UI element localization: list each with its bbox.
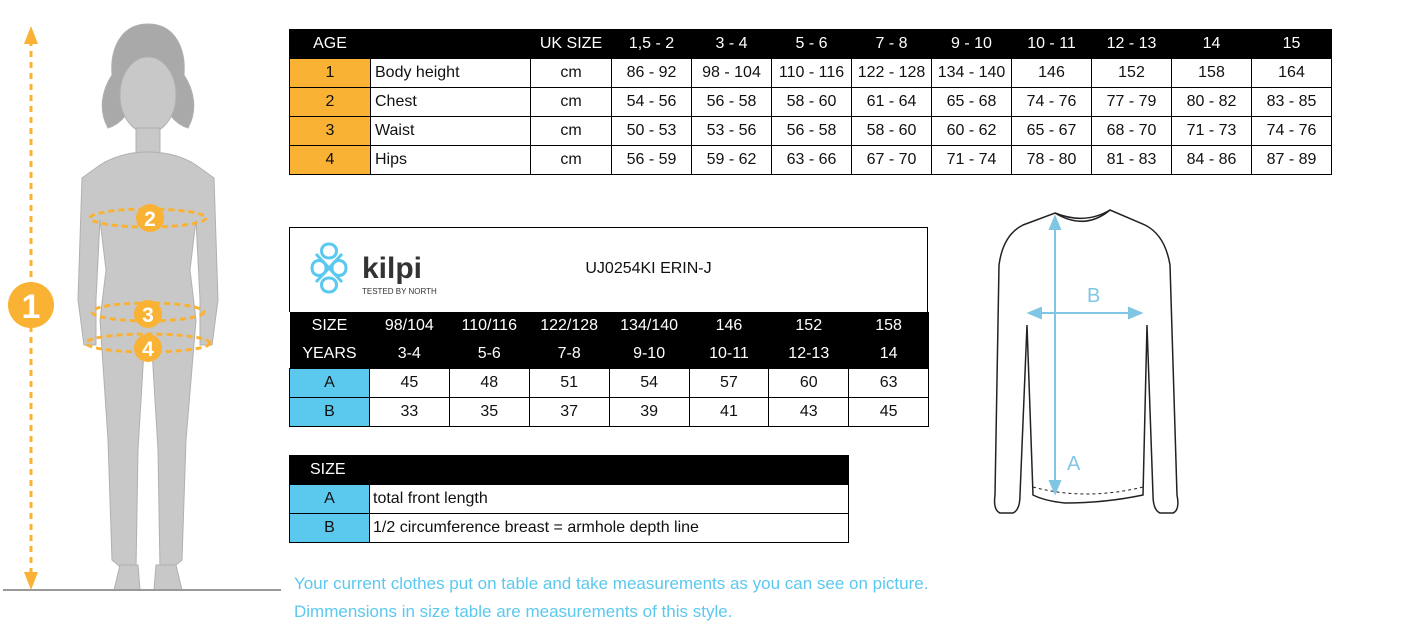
row-number: 4 bbox=[290, 146, 371, 175]
row-number: 2 bbox=[290, 88, 371, 117]
row-label: Chest bbox=[371, 88, 531, 117]
table-row bbox=[290, 146, 1332, 175]
legend-desc: total front length bbox=[370, 485, 849, 514]
years-value: 9-10 bbox=[609, 340, 689, 369]
table-cell: 41 bbox=[689, 398, 769, 427]
svg-text:1: 1 bbox=[21, 288, 41, 326]
row-label: Hips bbox=[371, 146, 531, 175]
table-row bbox=[290, 398, 929, 427]
years-row bbox=[290, 340, 929, 369]
table-cell: 58 - 60 bbox=[772, 88, 852, 117]
size-value: 152 bbox=[769, 312, 849, 340]
svg-text:3: 3 bbox=[142, 304, 154, 327]
size-row bbox=[290, 312, 929, 340]
shirt-label-b: B bbox=[1087, 285, 1101, 307]
dimension-note: Dimmensions in size table are measurements of this style. bbox=[294, 602, 733, 621]
instruction-note: Your current clothes put on table and take measurements as you can see on picture. bbox=[294, 574, 929, 593]
row-unit: cm bbox=[531, 146, 612, 175]
row-key: B bbox=[290, 398, 370, 427]
table-row bbox=[290, 59, 1332, 88]
size-label: SIZE bbox=[290, 312, 370, 340]
table-row bbox=[290, 117, 1332, 146]
legend-key: A bbox=[290, 485, 370, 514]
marker-3 bbox=[134, 300, 162, 328]
table-cell: 110 - 116 bbox=[772, 59, 852, 88]
row-unit: cm bbox=[531, 59, 612, 88]
ground-line bbox=[3, 589, 281, 591]
row-number: 1 bbox=[290, 59, 371, 88]
table-cell: 122 - 128 bbox=[852, 59, 932, 88]
table-cell: 146 bbox=[1012, 59, 1092, 88]
table-cell: 164 bbox=[1252, 59, 1332, 88]
body-figure bbox=[0, 0, 285, 600]
table-cell: 158 bbox=[1172, 59, 1252, 88]
table-cell: 65 - 67 bbox=[1012, 117, 1092, 146]
table-cell: 54 - 56 bbox=[612, 88, 692, 117]
years-value: 12-13 bbox=[769, 340, 849, 369]
table-cell: 61 - 64 bbox=[852, 88, 932, 117]
table-cell: 60 bbox=[769, 369, 849, 398]
table-cell: 68 - 70 bbox=[1092, 117, 1172, 146]
table-cell: 67 - 70 bbox=[852, 146, 932, 175]
table-cell: 56 - 59 bbox=[612, 146, 692, 175]
table-cell: 98 - 104 bbox=[692, 59, 772, 88]
logo-brand: kilpi bbox=[362, 252, 423, 285]
size-value: 158 bbox=[849, 312, 929, 340]
row-number: 3 bbox=[290, 117, 371, 146]
table-row bbox=[290, 514, 849, 543]
header-size: 1,5 - 2 bbox=[612, 30, 692, 59]
table-cell: 39 bbox=[609, 398, 689, 427]
size-value: 122/128 bbox=[529, 312, 609, 340]
shirt-label-a: A bbox=[1067, 453, 1081, 475]
header-size: 10 - 11 bbox=[1012, 30, 1092, 59]
legend-title: SIZE bbox=[290, 456, 849, 485]
table-cell: 43 bbox=[769, 398, 849, 427]
row-key: A bbox=[290, 369, 370, 398]
table-cell: 78 - 80 bbox=[1012, 146, 1092, 175]
table-cell: 65 - 68 bbox=[932, 88, 1012, 117]
header-size: 7 - 8 bbox=[852, 30, 932, 59]
table-cell: 58 - 60 bbox=[852, 117, 932, 146]
size-value: 134/140 bbox=[609, 312, 689, 340]
size-value: 98/104 bbox=[369, 312, 449, 340]
row-unit: cm bbox=[531, 117, 612, 146]
shirt-diagram bbox=[985, 205, 1185, 525]
age-size-table bbox=[289, 29, 1332, 175]
header-size: 3 - 4 bbox=[692, 30, 772, 59]
legend-header bbox=[290, 456, 849, 485]
table-cell: 63 - 66 bbox=[772, 146, 852, 175]
years-label: YEARS bbox=[290, 340, 370, 369]
table-cell: 48 bbox=[449, 369, 529, 398]
table-cell: 84 - 86 bbox=[1172, 146, 1252, 175]
table-row bbox=[290, 88, 1332, 117]
table-cell: 63 bbox=[849, 369, 929, 398]
table-cell: 56 - 58 bbox=[692, 88, 772, 117]
logo-tagline: TESTED BY NORTH bbox=[362, 287, 437, 296]
header-age: AGE bbox=[290, 30, 371, 59]
years-value: 3-4 bbox=[369, 340, 449, 369]
table-cell: 81 - 83 bbox=[1092, 146, 1172, 175]
table-cell: 51 bbox=[529, 369, 609, 398]
table-cell: 37 bbox=[529, 398, 609, 427]
table-cell: 152 bbox=[1092, 59, 1172, 88]
table-row bbox=[290, 485, 849, 514]
table-cell: 57 bbox=[689, 369, 769, 398]
header-uk-size: UK SIZE bbox=[531, 30, 612, 59]
legend-desc: 1/2 circumference breast = armhole depth line bbox=[370, 514, 849, 543]
table-cell: 60 - 62 bbox=[932, 117, 1012, 146]
table-cell: 83 - 85 bbox=[1252, 88, 1332, 117]
measurement-legend-table bbox=[289, 455, 849, 543]
years-value: 7-8 bbox=[529, 340, 609, 369]
table-cell: 54 bbox=[609, 369, 689, 398]
table-cell: 33 bbox=[369, 398, 449, 427]
header-size: 5 - 6 bbox=[772, 30, 852, 59]
table-cell: 35 bbox=[449, 398, 529, 427]
table-cell: 134 - 140 bbox=[932, 59, 1012, 88]
header-size: 12 - 13 bbox=[1092, 30, 1172, 59]
years-value: 5-6 bbox=[449, 340, 529, 369]
marker-1 bbox=[8, 282, 54, 328]
legend-key: B bbox=[290, 514, 370, 543]
table-cell: 77 - 79 bbox=[1092, 88, 1172, 117]
row-unit: cm bbox=[531, 88, 612, 117]
table-cell: 74 - 76 bbox=[1012, 88, 1092, 117]
table-cell: 80 - 82 bbox=[1172, 88, 1252, 117]
years-value: 14 bbox=[849, 340, 929, 369]
age-table-header bbox=[290, 30, 1332, 59]
marker-4 bbox=[134, 334, 162, 362]
svg-text:4: 4 bbox=[142, 338, 154, 361]
table-cell: 45 bbox=[369, 369, 449, 398]
table-cell: 87 - 89 bbox=[1252, 146, 1332, 175]
table-cell: 50 - 53 bbox=[612, 117, 692, 146]
header-size: 15 bbox=[1252, 30, 1332, 59]
table-cell: 71 - 73 bbox=[1172, 117, 1252, 146]
years-value: 10-11 bbox=[689, 340, 769, 369]
style-code: UJ0254KI ERIN-J bbox=[585, 260, 712, 277]
table-cell: 56 - 58 bbox=[772, 117, 852, 146]
table-cell: 71 - 74 bbox=[932, 146, 1012, 175]
table-cell: 86 - 92 bbox=[612, 59, 692, 88]
style-header bbox=[289, 227, 928, 312]
row-label: Body height bbox=[371, 59, 531, 88]
table-row bbox=[290, 369, 929, 398]
header-size: 14 bbox=[1172, 30, 1252, 59]
marker-2 bbox=[136, 204, 164, 232]
table-cell: 59 - 62 bbox=[692, 146, 772, 175]
header-blank bbox=[371, 30, 531, 59]
header-size: 9 - 10 bbox=[932, 30, 1012, 59]
row-label: Waist bbox=[371, 117, 531, 146]
table-cell: 45 bbox=[849, 398, 929, 427]
garment-size-table bbox=[289, 312, 929, 427]
svg-text:2: 2 bbox=[144, 208, 156, 231]
size-value: 146 bbox=[689, 312, 769, 340]
table-cell: 53 - 56 bbox=[692, 117, 772, 146]
size-value: 110/116 bbox=[449, 312, 529, 340]
table-cell: 74 - 76 bbox=[1252, 117, 1332, 146]
